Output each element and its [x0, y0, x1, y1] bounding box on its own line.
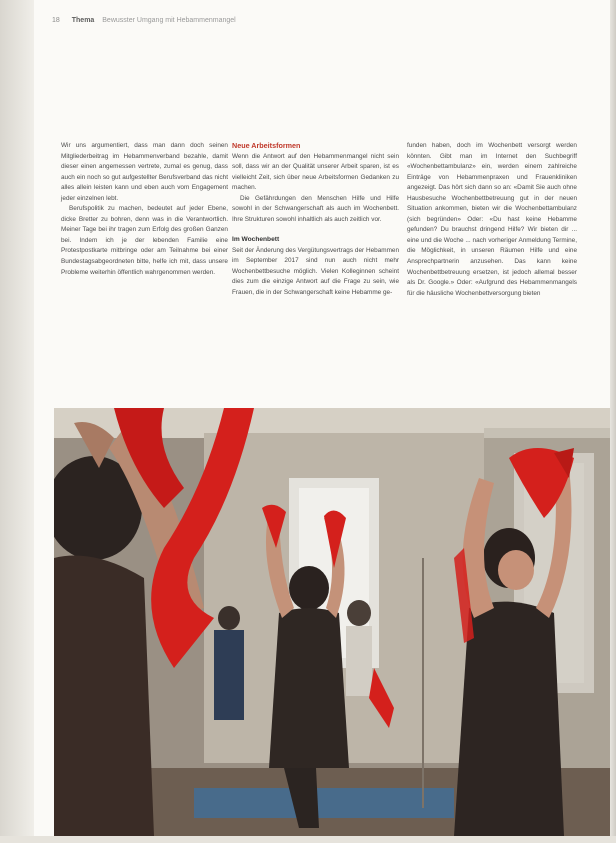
section-subtitle: Bewusster Umgang mit Hebammenmangel — [102, 17, 236, 24]
paragraph: Seit der Änderung des Vergütungsvertrags der Hebammen im September 2017 sind nun auch nicht mehr Wochenbettbesuche möglich. Vielen Kolleginnen scheint dies zum die einzige Antwort auf die Frage zu sein, wie Frauen, die in der Schwangerschaft keine Hebamme ge- — [232, 246, 399, 297]
scan-edge-left — [0, 0, 34, 843]
paragraph: Die Gefährdungen den Menschen Hilfe und Hilfe sowohl in der Schwangerschaft als auch im Wochenbett. Ihre Strukturen sowohl inhaltlich als auch zeitlich vor. — [232, 194, 399, 223]
scan-bottom-edge — [0, 836, 616, 843]
scan-edge-right — [610, 0, 616, 843]
photo-illustration — [54, 408, 610, 836]
page-number: 18 — [52, 17, 60, 24]
group-exercise-photo — [54, 408, 610, 836]
text-column-3 — [407, 141, 577, 299]
paragraph: Wenn die Antwort auf den Hebammenmangel nicht sein soll, dass wir an der Qualität unserer Arbeit sparen, ist es vielleicht Zeit, sich über neue Arbeitsformen Gedanken zu machen. — [232, 152, 399, 192]
text-column-1 — [61, 141, 228, 278]
subsection-heading: Im Wochenbett — [232, 236, 280, 244]
text-column-2 — [232, 141, 399, 299]
running-head — [52, 17, 236, 24]
paragraph: Berufspolitik zu machen, bedeutet auf jeder Ebene, dicke Bretter zu bohren, denn was in die Verantwortlich. Meiner Tage bei ihr tragen zum Erfolg des großen Ganzen bei. Indem ich je der lebenden Familie eine Protestpostkarte mitbringe oder am Teilnahme bei einer Bundestagsabgeordneten bitte, helfe ich mit, dass unsere Probleme weiterhin öffentlich wahrgenommen werden. — [61, 205, 228, 276]
paragraph: funden haben, doch im Wochenbett versorgt werden könnten. Gibt man im Internet den Suchbegriff «Wochenbettambulanz» ein, werden einem zahlreiche Einträge von Hebammenpraxen und Frauenkliniken angezeigt. Das hört sich dann so an: «Damit Sie auch ohne Hausbesuche Wochenbettbetreuung gut in der neuen Situation ankommen, bieten wir die Wochenbettambulanz (sich begründen» Oder: «Du hast keine Hebamme gefunden? Du brauchst dringend Hilfe? Wir bieten dir ... eine und die Woche ... nach vorheriger Anmeldung Termine, die Möglichkeit, in unseren Räumen Hilfe und eine Ansprechpartnerin anzusehen. Das kann keine Wochenbettbetreuung ersetzen, ist jedoch allemal besser als Dr. Google.» Oder: «Aufgrund des Hebammenmangels für die häusliche Wochenbettversorgung bieten — [407, 142, 577, 297]
magazine-page — [34, 0, 610, 843]
section-heading: Neue Arbeitsformen — [232, 141, 301, 150]
section-theme: Thema — [71, 17, 95, 24]
paragraph: Wir uns argumentiert, dass man dann doch seinen Mitgliederbeitrag im Hebammenverband bezahle, damit dieser einen angemessen vertrete, zumal es genug, dass auch ein noch so gut aufgestellter Berufsverband das nicht alles allein leisten kann und eben auch vom Engagement jeder einzelnen lebt. — [61, 142, 228, 202]
